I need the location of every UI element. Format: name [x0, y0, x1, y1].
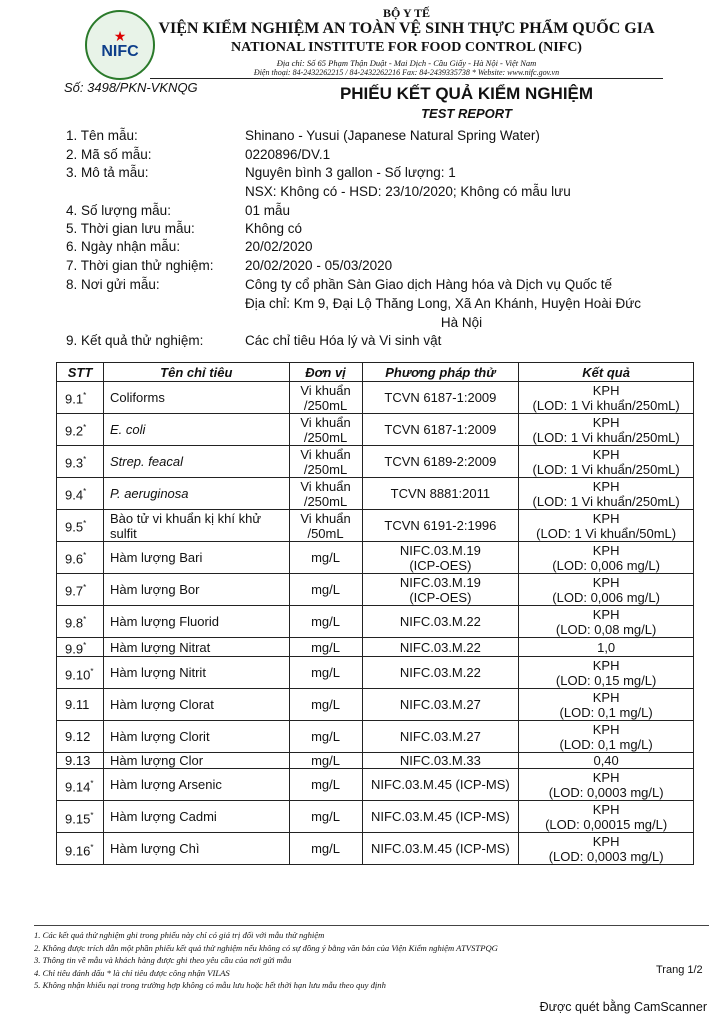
test-name: Hàm lượng Chì: [109, 841, 200, 857]
test-name: Hàm lượng Bari: [109, 550, 203, 565]
result-line-1: KPH: [592, 478, 620, 494]
info-value: Hà Nội: [440, 315, 483, 330]
cell-name: [103, 721, 289, 753]
method-line-1: NIFC.03.M.22: [399, 665, 481, 681]
cell-result: [519, 382, 694, 414]
stt-value: 9.1: [65, 391, 84, 407]
cell-method: [362, 510, 519, 542]
cell-unit: [289, 833, 362, 865]
table-row: [57, 446, 694, 478]
method-line-1: NIFC.03.M.19: [399, 542, 481, 558]
cell-stt: [57, 606, 104, 638]
method-line-1: NIFC.03.M.27: [399, 729, 481, 745]
cell-unit: [289, 606, 362, 638]
ministry-name: BỘ Y TẾ: [383, 6, 430, 20]
result-line-2: (LOD: 0,006 mg/L): [552, 557, 660, 573]
unit-line-1: Vi khuẩn: [300, 478, 351, 494]
result-line-2: (LOD: 0,1 mg/L): [559, 704, 653, 720]
cell-name: [103, 542, 289, 574]
results-table: [56, 362, 694, 865]
test-name: Hàm lượng Clor: [109, 753, 204, 769]
table-row: [57, 721, 694, 753]
col-header-stt: STT: [57, 363, 104, 382]
stt-value: 9.15: [65, 810, 91, 826]
info-value: 20/02/2020: [245, 239, 313, 254]
cell-unit: [289, 478, 362, 510]
test-name: Strep. feacal: [109, 454, 183, 469]
unit-line-1: Vi khuẩn: [300, 414, 351, 430]
unit-line-2: /250mL: [303, 461, 348, 477]
unit-line-1: mg/L: [311, 665, 340, 681]
method-line-1: NIFC.03.M.45 (ICP-MS): [371, 809, 510, 825]
result-line-1: KPH: [592, 721, 620, 737]
unit-line-1: mg/L: [311, 809, 340, 825]
test-name: Hàm lượng Cadmi: [109, 809, 217, 825]
col-header-unit: Đơn vị: [289, 363, 362, 382]
result-line-1: KPH: [592, 574, 620, 590]
info-value: Shinano - Yusui (Japanese Natural Spring Water): [245, 128, 540, 143]
cell-method: [362, 721, 519, 753]
cell-stt: [57, 721, 104, 753]
info-label: 7. Thời gian thử nghiệm:: [66, 258, 214, 273]
cell-stt: [57, 769, 104, 801]
info-label: 4. Số lượng mẫu:: [66, 203, 171, 218]
stt-value: 9.2: [65, 423, 84, 439]
cell-stt: [57, 414, 104, 446]
cell-name: [103, 574, 289, 606]
star-icon: ★: [113, 28, 127, 44]
cell-stt: [57, 574, 104, 606]
table-row: [57, 753, 694, 769]
nifc-logo: [85, 10, 155, 80]
result-line-1: KPH: [592, 689, 620, 705]
result-line-2: (LOD: 0,00015 mg/L): [545, 816, 668, 832]
result-line-2: (LOD: 0,15 mg/L): [555, 672, 657, 688]
info-value: NSX: Không có - HSD: 23/10/2020; Không có mẫu lưu: [245, 184, 571, 199]
cell-method: [362, 542, 519, 574]
result-line-2: (LOD: 0,006 mg/L): [552, 589, 660, 605]
cell-name: [103, 638, 289, 657]
cell-stt: [57, 657, 104, 689]
cell-method: [362, 657, 519, 689]
unit-line-2: /250mL: [303, 493, 348, 509]
cell-result: [519, 769, 694, 801]
cell-result: [519, 638, 694, 657]
cell-result: [519, 753, 694, 769]
info-value: Công ty cổ phần Sàn Giao dịch Hàng hóa và Dịch vụ Quốc tế: [245, 277, 612, 292]
cell-stt: [57, 478, 104, 510]
stt-value: 9.16: [65, 842, 91, 858]
test-name: P. aeruginosa: [109, 486, 189, 501]
info-value: 20/02/2020 - 05/03/2020: [245, 258, 393, 273]
cell-unit: [289, 689, 362, 721]
page-number: Trang 1/2: [656, 964, 703, 976]
cell-unit: [289, 510, 362, 542]
unit-line-1: mg/L: [311, 697, 340, 713]
info-value: Địa chỉ: Km 9, Đại Lộ Thăng Long, Xã An Khánh, Huyện Hoài Đức: [245, 296, 642, 311]
stt-value: 9.14: [65, 778, 91, 794]
unit-line-1: mg/L: [311, 841, 340, 857]
cell-stt: [57, 689, 104, 721]
unit-line-1: Vi khuẩn: [300, 446, 351, 462]
cell-result: [519, 478, 694, 510]
cell-name: [103, 769, 289, 801]
vilas-mark: *: [83, 487, 87, 497]
cell-result: [519, 542, 694, 574]
cell-method: [362, 382, 519, 414]
unit-line-1: mg/L: [311, 550, 340, 565]
cell-method: [362, 689, 519, 721]
result-line-2: (LOD: 1 Vi khuẩn/50mL): [536, 525, 677, 541]
unit-line-1: mg/L: [311, 753, 340, 769]
note-line: 5. Không nhận khiếu nại trong trường hợp không có mẫu lưu hoặc hết thời hạn lưu mẫu theo quy định: [34, 980, 386, 990]
result-line-2: (LOD: 0,08 mg/L): [555, 621, 657, 637]
test-name: Hàm lượng Clorat: [109, 697, 214, 713]
stt-value: 9.7: [65, 583, 84, 599]
unit-line-1: mg/L: [311, 777, 340, 793]
cell-result: [519, 689, 694, 721]
cell-unit: [289, 382, 362, 414]
result-line-2: (LOD: 1 Vi khuẩn/250mL): [532, 397, 680, 413]
info-label: 1. Tên mẫu:: [66, 128, 138, 143]
table-row: [57, 689, 694, 721]
vilas-mark: *: [90, 810, 94, 820]
notes-divider: [34, 925, 709, 926]
cell-method: [362, 833, 519, 865]
report-subtitle: TEST REPORT: [421, 106, 512, 121]
info-label: 6. Ngày nhận mẫu:: [66, 239, 181, 254]
document-number: Số: 3498/PKN-VKNQG: [64, 80, 198, 95]
test-name: Hàm lượng Nitrit: [109, 665, 206, 681]
cell-name: [103, 833, 289, 865]
note-line: 2. Không được trích dẫn một phần phiếu kết quả thử nghiệm nếu không có sự đồng ý bằng văn bản của Viện Kiểm nghiệm ATVSTPQG: [34, 942, 498, 953]
cell-name: [103, 689, 289, 721]
table-row: [57, 414, 694, 446]
cell-result: [519, 801, 694, 833]
table-row: [57, 574, 694, 606]
result-line-1: KPH: [592, 801, 620, 817]
table-row: [57, 382, 694, 414]
cell-unit: [289, 414, 362, 446]
cell-unit: [289, 638, 362, 657]
method-line-1: NIFC.03.M.45 (ICP-MS): [371, 841, 510, 857]
result-line-1: KPH: [592, 833, 620, 849]
stt-value: 9.5: [65, 519, 84, 535]
col-header-result: Kết quả: [519, 363, 694, 382]
stt-value: 9.12: [65, 729, 91, 745]
table-row: [57, 657, 694, 689]
table-row: [57, 833, 694, 865]
table-row: [57, 478, 694, 510]
cell-unit: [289, 542, 362, 574]
scanner-watermark: Được quét bằng CamScanner: [539, 1000, 707, 1014]
institute-name-en: NATIONAL INSTITUTE FOR FOOD CONTROL (NIFC): [231, 40, 582, 55]
table-header-row: [57, 363, 694, 382]
header-divider: [150, 78, 663, 79]
stt-value: 9.10: [65, 666, 91, 682]
unit-line-1: Vi khuẩn: [300, 510, 351, 526]
vilas-mark: *: [83, 551, 87, 561]
method-line-1: TCVN 6191-2:1996: [384, 518, 497, 533]
result-line-1: KPH: [592, 414, 620, 430]
cell-name: [103, 753, 289, 769]
info-label: 5. Thời gian lưu mẫu:: [66, 221, 195, 236]
result-line-1: KPH: [592, 606, 620, 622]
cell-unit: [289, 769, 362, 801]
result-line-2: (LOD: 1 Vi khuẩn/250mL): [532, 493, 680, 509]
cell-result: [519, 510, 694, 542]
table-row: [57, 542, 694, 574]
result-line-1: 0,40: [593, 753, 619, 769]
cell-method: [362, 753, 519, 769]
cell-method: [362, 769, 519, 801]
table-row: [57, 638, 694, 657]
note-line: 3. Thông tin về mẫu và khách hàng được ghi theo yêu cầu của nơi gửi mẫu: [34, 955, 292, 965]
vilas-mark: *: [83, 615, 87, 625]
cell-stt: [57, 833, 104, 865]
info-label: 9. Kết quả thử nghiệm:: [66, 333, 204, 348]
cell-name: [103, 657, 289, 689]
vilas-mark: *: [83, 583, 87, 593]
vilas-mark: *: [83, 641, 87, 650]
table-row: [57, 769, 694, 801]
cell-result: [519, 446, 694, 478]
table-row: [57, 606, 694, 638]
stt-value: 9.6: [65, 551, 84, 567]
method-line-1: NIFC.03.M.19: [399, 574, 481, 590]
unit-line-1: mg/L: [311, 582, 340, 597]
cell-result: [519, 574, 694, 606]
test-name: Hàm lượng Nitrat: [109, 639, 211, 655]
stt-value: 9.8: [65, 615, 84, 631]
method-line-1: NIFC.03.M.22: [399, 639, 481, 655]
cell-method: [362, 414, 519, 446]
test-name: Hàm lượng Clorit: [109, 729, 210, 745]
note-line: 4. Chỉ tiêu đánh dấu * là chỉ tiêu được công nhận VILAS: [34, 967, 230, 978]
info-value: Các chỉ tiêu Hóa lý và Vi sinh vật: [245, 333, 442, 348]
stt-value: 9.13: [65, 753, 91, 769]
info-value: Nguyên bình 3 gallon - Số lượng: 1: [245, 165, 456, 180]
result-line-2: (LOD: 0,1 mg/L): [559, 736, 653, 752]
info-label: 2. Mã số mẫu:: [66, 147, 152, 162]
result-line-1: KPH: [592, 446, 620, 462]
result-line-1: KPH: [592, 510, 620, 526]
cell-unit: [289, 801, 362, 833]
cell-method: [362, 574, 519, 606]
stt-value: 9.9: [65, 641, 84, 657]
cell-name: [103, 606, 289, 638]
cell-stt: [57, 446, 104, 478]
info-label: 8. Nơi gửi mẫu:: [66, 277, 160, 292]
stt-value: 9.3: [65, 455, 84, 471]
result-line-2: (LOD: 1 Vi khuẩn/250mL): [532, 461, 680, 477]
info-value: Không có: [245, 221, 303, 236]
cell-result: [519, 833, 694, 865]
cell-result: [519, 657, 694, 689]
test-name: Bào tử vi khuẩn kị khí khử sulfit: [109, 510, 262, 541]
notes: [34, 929, 634, 992]
institute-address: Địa chỉ: Số 65 Phạm Thận Duật - Mai Dịch - Cầu Giấy - Hà Nội - Việt Nam: [276, 58, 537, 68]
method-line-1: TCVN 6187-1:2009: [384, 390, 497, 405]
unit-line-1: mg/L: [311, 614, 340, 629]
unit-line-2: /250mL: [303, 397, 348, 413]
vilas-mark: *: [90, 778, 94, 788]
cell-method: [362, 446, 519, 478]
method-line-1: NIFC.03.M.45 (ICP-MS): [371, 777, 510, 793]
cell-unit: [289, 657, 362, 689]
unit-line-2: /50mL: [307, 525, 344, 541]
cell-stt: [57, 542, 104, 574]
vilas-mark: *: [90, 842, 94, 852]
result-line-2: (LOD: 0,0003 mg/L): [548, 784, 664, 800]
vilas-mark: *: [83, 519, 87, 529]
cell-name: [103, 478, 289, 510]
info-label: 3. Mô tả mẫu:: [66, 165, 149, 180]
cell-stt: [57, 510, 104, 542]
cell-stt: [57, 382, 104, 414]
unit-line-1: Vi khuẩn: [300, 382, 351, 398]
method-line-2: (ICP-OES): [409, 557, 472, 573]
col-header-method: Phương pháp thử: [362, 363, 519, 382]
info-value: 01 mẫu: [245, 203, 291, 218]
method-line-1: TCVN 6189-2:2009: [384, 454, 497, 469]
cell-name: [103, 382, 289, 414]
info-value: 0220896/DV.1: [245, 147, 331, 162]
vilas-mark: *: [90, 666, 94, 676]
cell-unit: [289, 721, 362, 753]
result-line-1: KPH: [592, 382, 620, 398]
method-line-1: NIFC.03.M.22: [399, 614, 481, 629]
cell-name: [103, 446, 289, 478]
cell-method: [362, 801, 519, 833]
cell-name: [103, 801, 289, 833]
cell-method: [362, 638, 519, 657]
cell-unit: [289, 753, 362, 769]
vilas-mark: *: [83, 391, 87, 401]
institute-name-vn: VIỆN KIỂM NGHIỆM AN TOÀN VỆ SINH THỰC PHẨM QUỐC GIA: [158, 20, 655, 37]
result-line-2: (LOD: 0,0003 mg/L): [548, 848, 664, 864]
cell-unit: [289, 574, 362, 606]
logo-text: NIFC: [101, 43, 139, 60]
institute-contact: Điện thoại: 84-2432262215 / 84-2432262216 Fax: 84-2439335738 * Website: www.nifc.gov.vn: [253, 68, 560, 77]
report-title: PHIẾU KẾT QUẢ KIỂM NGHIỆM: [339, 84, 594, 103]
method-line-1: TCVN 6187-1:2009: [384, 422, 497, 437]
test-name: Hàm lượng Fluorid: [109, 614, 219, 629]
test-name: Hàm lượng Arsenic: [109, 777, 222, 793]
test-name: E. coli: [109, 422, 146, 437]
method-line-2: (ICP-OES): [409, 589, 472, 605]
stt-value: 9.4: [65, 487, 84, 503]
cell-method: [362, 478, 519, 510]
cell-result: [519, 414, 694, 446]
cell-unit: [289, 446, 362, 478]
result-line-1: KPH: [592, 657, 620, 673]
vilas-mark: *: [83, 423, 87, 433]
cell-stt: [57, 753, 104, 769]
cell-result: [519, 606, 694, 638]
unit-line-1: mg/L: [311, 639, 340, 655]
cell-name: [103, 414, 289, 446]
test-name: Hàm lượng Bor: [109, 582, 200, 597]
cell-name: [103, 510, 289, 542]
cell-stt: [57, 638, 104, 657]
table-row: [57, 801, 694, 833]
result-line-1: KPH: [592, 542, 620, 558]
unit-line-2: /250mL: [303, 429, 348, 445]
method-line-1: NIFC.03.M.27: [399, 697, 481, 713]
cell-stt: [57, 801, 104, 833]
vilas-mark: *: [83, 455, 87, 465]
col-header-name: Tên chỉ tiêu: [103, 363, 289, 382]
stt-value: 9.11: [65, 697, 90, 713]
cell-method: [362, 606, 519, 638]
result-line-1: 1,0: [597, 639, 616, 655]
result-line-1: KPH: [592, 769, 620, 785]
cell-result: [519, 721, 694, 753]
method-line-1: NIFC.03.M.33: [399, 753, 481, 769]
unit-line-1: mg/L: [311, 729, 340, 745]
note-line: 1. Các kết quả thử nghiệm ghi trong phiếu này chỉ có giá trị đối với mẫu thử nghiệm: [34, 930, 325, 940]
method-line-1: TCVN 8881:2011: [390, 486, 491, 501]
test-name: Coliforms: [109, 390, 165, 405]
result-line-2: (LOD: 1 Vi khuẩn/250mL): [532, 429, 680, 445]
table-row: [57, 510, 694, 542]
